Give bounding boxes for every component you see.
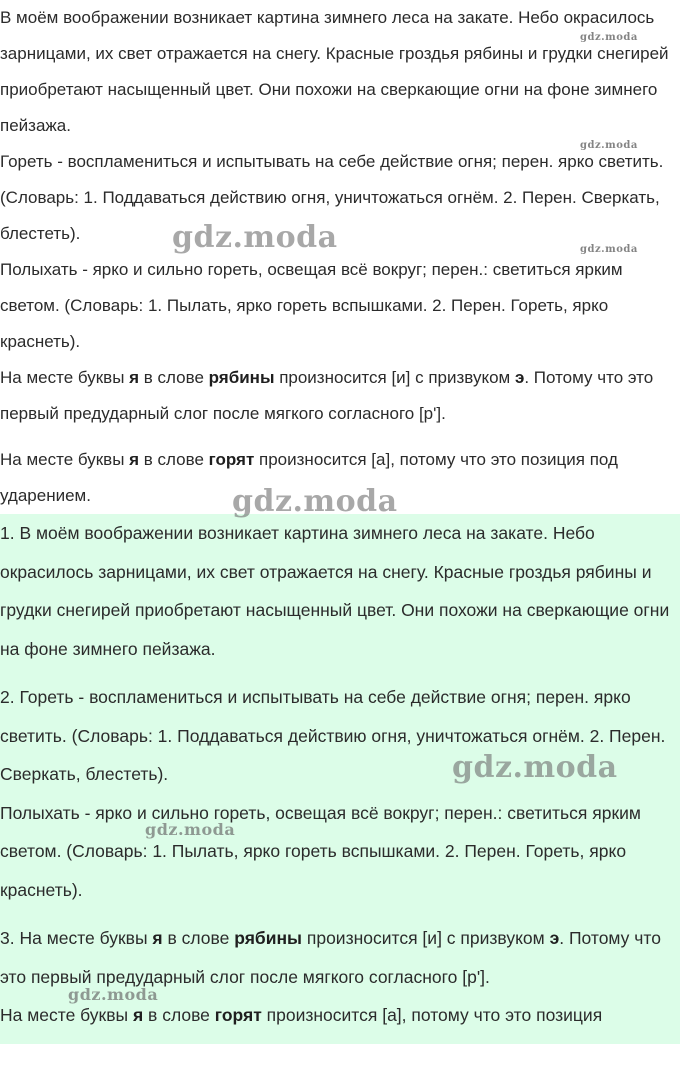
- bold-letter: э: [514, 368, 525, 387]
- text-fragment: произносится [а], потому что это позиция: [261, 1005, 603, 1025]
- text-fragment: в слове: [139, 450, 209, 469]
- watermark: gdz.moda: [580, 244, 638, 255]
- answer-paragraph-2: 2. Гореть - воспламениться и испытывать на себе действие огня; перен. ярко светить. (Словарь: 1. Поддаваться действию огня, уничтожаться огнём. 2. Перен. Сверкать, блестеть).: [0, 687, 666, 784]
- bold-word: горят: [208, 450, 255, 469]
- text-fragment: в слове: [162, 928, 235, 948]
- watermark: gdz.moda: [172, 220, 338, 255]
- bold-letter: я: [129, 450, 140, 469]
- text-fragment: 3. На месте буквы: [0, 928, 153, 948]
- text-fragment: произносится [и] с призвуком: [302, 928, 550, 948]
- text-fragment: в слове: [139, 368, 209, 387]
- bold-letter: я: [132, 1005, 144, 1025]
- watermark: gdz.moda: [580, 32, 638, 43]
- bold-word: горят: [214, 1005, 262, 1025]
- text-fragment: произносится [и] с призвуком: [274, 368, 515, 387]
- paragraph-ryabiny: [0, 360, 680, 432]
- text-fragment: в слове: [143, 1005, 215, 1025]
- answer-paragraph-1: 1. В моём воображении возникает картина зимнего леса на закате. Небо окрасилось зарницами, их свет отражается на снегу. Красные гроздья рябины и грудки снегирей приобретают насыщенный цвет. Они похожи на сверкающие огни на фоне зимнего пейзажа.: [0, 523, 670, 659]
- watermark: gdz.moda: [232, 484, 398, 519]
- source-text: [0, 0, 680, 514]
- bold-letter: э: [549, 928, 560, 948]
- bold-word: рябины: [208, 368, 275, 387]
- paragraph-goret: Гореть - воспламениться и испытывать на себе действие огня; перен. ярко светить. (Словарь: 1. Поддаваться действию огня, уничтожаться огнём. 2. Перен. Сверкать, блестеть).: [0, 152, 664, 243]
- watermark: gdz.moda: [452, 750, 618, 785]
- text-fragment: На месте буквы: [0, 450, 130, 469]
- bold-letter: я: [129, 368, 140, 387]
- watermark: gdz.moda: [68, 985, 159, 1004]
- watermark: gdz.moda: [580, 140, 638, 151]
- watermark: gdz.moda: [145, 820, 236, 839]
- text-fragment: На месте буквы: [0, 368, 130, 387]
- text-fragment: На месте буквы: [0, 1005, 133, 1025]
- text-fragment: произносится [а], потому что это позиция под ударением.: [0, 450, 618, 505]
- bold-word: рябины: [234, 928, 302, 948]
- text-fragment: . Потому что это первый предударный слог после мягкого согласного [р'].: [0, 928, 661, 987]
- paragraph-polykhat: Полыхать - ярко и сильно гореть, освещая всё вокруг; перен.: светиться ярким светом. (Словарь: 1. Пылать, ярко гореть вспышками. 2. Перен. Гореть, ярко краснеть).: [0, 260, 623, 351]
- answer-paragraph-polykhat: Полыхать - ярко и сильно гореть, освещая всё вокруг; перен.: светиться ярким светом. (Словарь: 1. Пылать, ярко гореть вспышками. 2. Перен. Гореть, ярко краснеть).: [0, 802, 641, 900]
- text-fragment: . Потому что это первый предударный слог после мягкого согласного [р'].: [0, 368, 654, 423]
- bold-letter: я: [152, 928, 163, 948]
- paragraph-description: В моём воображении возникает картина зимнего леса на закате. Небо окрасилось зарницами, их свет отражается на снегу. Красные гроздья рябины и грудки снегирей приобретают насыщенный цвет. Они похожи на сверкающие огни на фоне зимнего пейзажа.: [0, 8, 669, 135]
